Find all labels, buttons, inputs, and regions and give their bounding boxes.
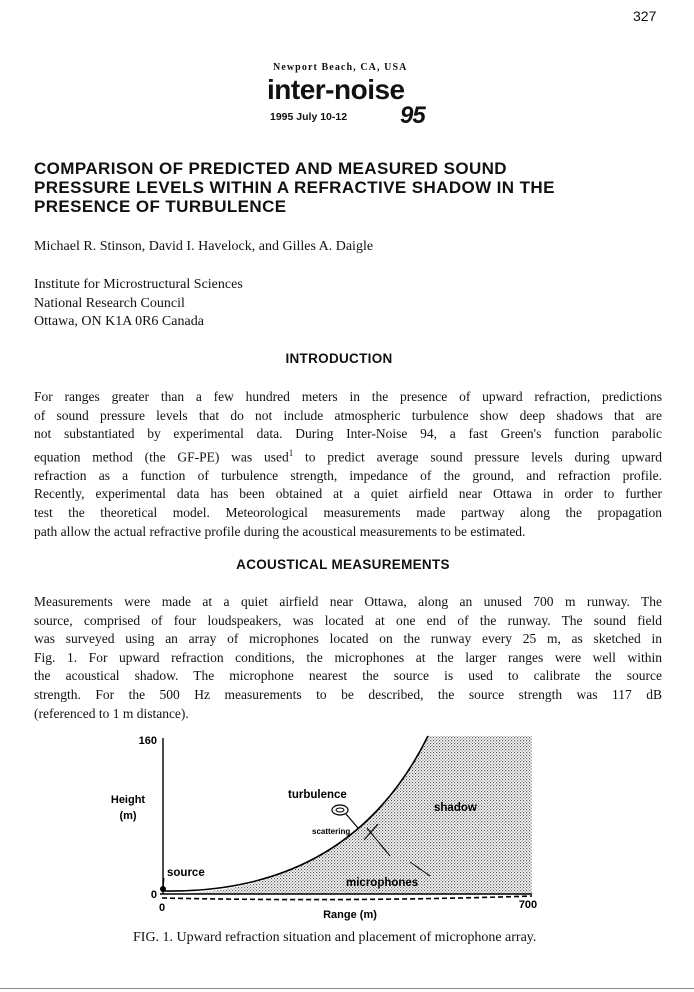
title-line: PRESENCE OF TURBULENCE [34,197,287,216]
y-axis-unit: (m) [119,810,137,822]
bottom-rule [0,988,694,989]
scattering-label: scattering [312,827,351,836]
author-list: Michael R. Stinson, David I. Havelock, and Gilles A. Daigle [34,239,374,254]
paragraph-line: Recently, experimental data has been obtained at a quiet airfield near Ottawa in order to further [34,486,662,502]
paragraph-line: Measurements were made at a quiet airfield near Ottawa, along an unused 700 m runway. The [34,594,662,609]
line-text: equation method (the GF-PE) was used [34,449,289,465]
y-axis-label: Height [110,794,146,806]
y-tick-top: 160 [138,735,157,747]
page-number: 327 [633,8,657,24]
refraction-figure [100,728,560,928]
paragraph-line: path allow the actual refractive profile during the acoustical measurements to be estimated. [34,523,526,539]
microphones-label: microphones [346,877,419,889]
title-line: PRESSURE LEVELS WITHIN A REFRACTIVE SHADOW IN THE [34,178,555,197]
turbulence-arrow [346,814,358,828]
turbulence-eddy-icon [336,808,344,812]
title-line: COMPARISON OF PREDICTED AND MEASURED SOUND [34,159,507,178]
y-tick-bottom: 0 [150,889,157,901]
conference-date: 1995 July 10-12 [270,111,348,123]
paragraph-line: Fig. 1. For upward refraction conditions, the microphones at the larger ranges were well within [34,649,662,665]
acoustical-paragraph [34,593,662,723]
turbulence-icon [332,805,348,815]
paragraph-line: was surveyed using an array of microphones located on the runway every 25 m, as sketched in [34,631,662,647]
x-tick-right: 700 [518,899,538,911]
paragraph-line: (referenced to 1 m distance). [34,705,189,721]
affiliation [34,276,243,332]
acoustical-heading: ACOUSTICAL MEASUREMENTS [236,557,450,572]
paragraph-line: not substantiated by experimental data. During Inter-Noise 94, a fast Green's function parabolic [34,426,662,442]
conference-year: 95 [400,102,425,129]
source-label: source [167,867,205,879]
paragraph-line: For ranges greater than a few hundred meters in the presence of upward refraction, predictions [34,389,662,404]
affiliation-line: Institute for Microstructural Sciences [34,277,243,292]
footnote-ref: 1 [288,447,294,458]
x-axis-label: Range (m) [323,909,377,921]
paragraph-line: of sound pressure levels that do not include atmospheric turbulence show deep shadows that are [34,407,662,423]
affiliation-line: Ottawa, ON K1A 0R6 Canada [34,314,204,329]
conference-location: Newport Beach, CA, USA [273,62,408,73]
introduction-paragraph [34,388,662,541]
paragraph-line: refraction as a function of turbulence strength, impedance of the ground, and refraction profile. [34,467,662,483]
paragraph-line: source, comprised of four loudspeakers, was located at one end of the runway. The sound field [34,612,662,628]
affiliation-line: National Research Council [34,295,185,311]
microphone-array [162,896,532,900]
figure-caption: FIG. 1. Upward refraction situation and placement of microphone array. [133,930,537,945]
introduction-heading: INTRODUCTION [285,351,393,366]
paragraph-line: test the theoretical model. Meteorological measurements made partway along the propagation [34,505,662,521]
paragraph-line: the acoustical shadow. The microphone nearest the source is used to calibrate the source [34,668,662,684]
turbulence-label: turbulence [288,789,347,801]
line-text: to predict average sound pressure levels during upward [293,449,662,465]
conference-logo: inter-noise [267,74,405,105]
paper-title [34,159,654,216]
x-tick-left: 0 [158,902,166,914]
paragraph-line [34,444,662,467]
paragraph-line: strength. For the 500 Hz measurements to be described, the source strength was 117 dB [34,686,662,702]
shadow-label: shadow [434,802,477,814]
